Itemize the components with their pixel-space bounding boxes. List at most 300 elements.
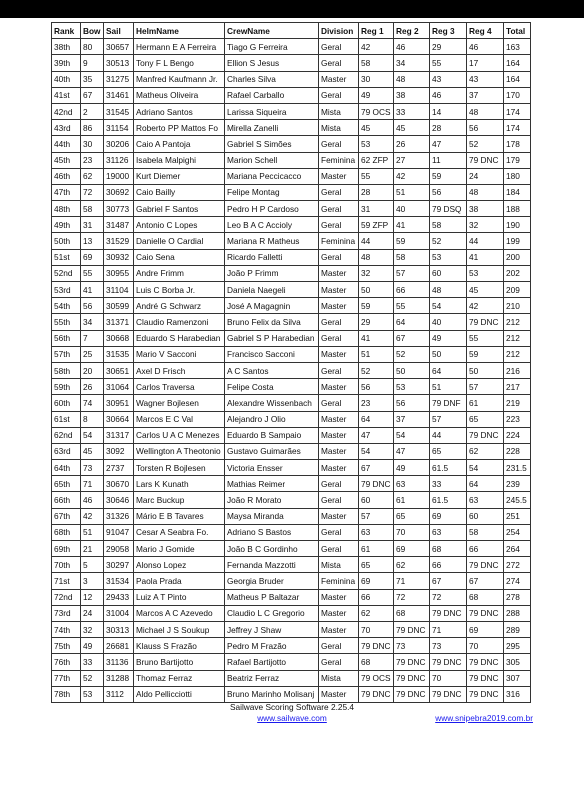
table-cell: 79 DNC [394,621,430,637]
table-cell: Geral [319,314,359,330]
table-cell: 56 [81,298,104,314]
table-cell: 31371 [104,314,134,330]
table-cell: Eduardo B Sampaio [225,427,319,443]
table-row [52,492,531,508]
table-cell: 46 [394,39,430,55]
table-cell: 30657 [104,39,134,55]
table-cell: 46 [430,87,467,103]
table-cell: 42 [394,168,430,184]
table-cell: 29433 [104,589,134,605]
table-cell: 59 [467,346,504,362]
table-cell: Geral [319,201,359,217]
table-cell: 41st [52,87,81,103]
table-row [52,168,531,184]
table-cell: Aldo Pellicciotti [134,686,225,702]
table-cell: 21 [81,541,104,557]
table-cell: 31545 [104,103,134,119]
table-cell: Mista [319,670,359,686]
table-cell: 34 [394,55,430,71]
table-cell: A C Santos [225,362,319,378]
table-cell: 30955 [104,265,134,281]
table-cell: 50 [359,282,394,298]
table-cell: 53rd [52,282,81,298]
table-cell: Master [319,379,359,395]
table-cell: 72 [430,589,467,605]
table-cell: 163 [504,39,531,55]
table-cell: Geral [319,87,359,103]
table-cell: 31136 [104,654,134,670]
table-cell: 23 [81,152,104,168]
table-cell: 79 DNC [394,686,430,702]
table-cell: Master [319,460,359,476]
table-row [52,103,531,119]
table-cell: Mariana R Matheus [225,233,319,249]
table-cell: Feminina [319,233,359,249]
table-row [52,460,531,476]
table-cell: 48 [430,282,467,298]
table-cell: Matheus Oliveira [134,87,225,103]
table-cell: Klauss S Frazão [134,638,225,654]
table-body [52,39,531,703]
table-cell: 30951 [104,395,134,411]
table-cell: 48 [359,249,394,265]
table-cell: 62 ZFP [359,152,394,168]
table-cell: Adriano Santos [134,103,225,119]
table-cell: Claudio L C Gregorio [225,605,319,621]
column-header: Reg 2 [394,23,430,39]
table-cell: Master [319,605,359,621]
table-cell: Feminina [319,152,359,168]
table-cell: 41 [467,249,504,265]
table-cell: 52 [359,362,394,378]
table-cell: 70 [430,670,467,686]
column-header: Reg 1 [359,23,394,39]
table-cell: 65 [394,508,430,524]
table-row [52,87,531,103]
event-website-link[interactable]: www.snipebra2019.com.br [435,713,533,723]
table-cell: Mario J Gomide [134,541,225,557]
table-row [52,233,531,249]
table-cell: 43 [430,71,467,87]
table-cell: 48th [52,201,81,217]
table-cell: Carlos Traversa [134,379,225,395]
table-cell: 40 [394,201,430,217]
table-cell: 45 [394,120,430,136]
table-cell: 179 [504,152,531,168]
table-cell: 31288 [104,670,134,686]
table-cell: Marcos A C Azevedo [134,605,225,621]
table-cell: Gabriel F Santos [134,201,225,217]
table-cell: 67 [430,573,467,589]
table-cell: 70th [52,557,81,573]
table-cell: Claudio Ramenzoni [134,314,225,330]
table-cell: Larissa Siqueira [225,103,319,119]
table-cell: 60 [467,508,504,524]
table-row [52,524,531,540]
table-cell: 79 DSQ [430,201,467,217]
table-cell: Daniela Naegeli [225,282,319,298]
table-cell: 53 [394,379,430,395]
table-cell: Manfred Kaufmann Jr. [134,71,225,87]
table-cell: 79 DNC [430,686,467,702]
table-cell: Andre Frimm [134,265,225,281]
table-cell: Mirella Zanelli [225,120,319,136]
table-cell: José A Magagnin [225,298,319,314]
table-cell: 200 [504,249,531,265]
table-row [52,654,531,670]
table-row [52,265,531,281]
table-cell: Mista [319,120,359,136]
table-cell: 69th [52,541,81,557]
table-cell: 67 [467,573,504,589]
table-cell: Mista [319,103,359,119]
table-cell: 38 [394,87,430,103]
table-cell: 2737 [104,460,134,476]
table-cell: 59 [359,298,394,314]
table-cell: Wellington A Theotonio [134,443,225,459]
table-cell: 31 [81,217,104,233]
table-cell: 49 [81,638,104,654]
table-cell: 68 [394,605,430,621]
table-cell: 55th [52,314,81,330]
table-cell: 30599 [104,298,134,314]
table-cell: 72nd [52,589,81,605]
table-cell: Geral [319,395,359,411]
table-cell: Gustavo Guimarães [225,443,319,459]
table-cell: 46 [81,492,104,508]
table-cell: 79 DNC [430,605,467,621]
table-cell: Geral [319,654,359,670]
table-cell: Ellion S Jesus [225,55,319,71]
table-cell: 57th [52,346,81,362]
table-cell: 210 [504,298,531,314]
table-cell: 184 [504,184,531,200]
table-cell: Caio Bailly [134,184,225,200]
table-cell: 180 [504,168,531,184]
table-cell: Luis C Borba Jr. [134,282,225,298]
table-cell: 30692 [104,184,134,200]
table-cell: 69 [359,573,394,589]
table-cell: Adriano S Bastos [225,524,319,540]
table-cell: João R Morato [225,492,319,508]
table-cell: 54 [430,298,467,314]
table-cell: 35 [81,71,104,87]
table-cell: Master [319,298,359,314]
table-cell: Master [319,589,359,605]
table-cell: 74 [81,395,104,411]
table-cell: Axel D Frisch [134,362,225,378]
table-cell: 69 [467,621,504,637]
table-cell: Pedro H P Cardoso [225,201,319,217]
table-cell: 17 [467,55,504,71]
column-header: Rank [52,23,81,39]
table-cell: 30313 [104,621,134,637]
table-cell: 79 DNC [430,654,467,670]
table-cell: 55 [81,265,104,281]
table-cell: 2 [81,103,104,119]
table-cell: 47th [52,184,81,200]
table-cell: Fernanda Mazzotti [225,557,319,573]
table-cell: 67 [359,460,394,476]
table-cell: 219 [504,395,531,411]
table-cell: Bruno Felix da Silva [225,314,319,330]
table-cell: 51st [52,249,81,265]
table-cell: 79 DNC [359,638,394,654]
table-cell: 67 [81,87,104,103]
table-cell: 79 DNC [467,314,504,330]
table-cell: Geral [319,541,359,557]
table-cell: 59 [394,233,430,249]
table-row [52,330,531,346]
table-cell: 79 DNC [467,427,504,443]
table-cell: Kurt Diemer [134,168,225,184]
table-cell: 30 [359,71,394,87]
table-cell: 63 [467,492,504,508]
table-cell: 59th [52,379,81,395]
table-cell: 79 DNC [467,557,504,573]
table-cell: Michael J S Soukup [134,621,225,637]
table-cell: 65 [359,557,394,573]
table-row [52,362,531,378]
table-cell: 79 OCS [359,670,394,686]
table-cell: 45 [359,120,394,136]
table-cell: 41 [81,282,104,298]
table-cell: Geral [319,362,359,378]
table-row [52,476,531,492]
table-cell: 32 [467,217,504,233]
table-cell: 46 [467,39,504,55]
table-cell: 42 [81,508,104,524]
table-cell: 58 [81,201,104,217]
table-cell: 46th [52,168,81,184]
table-cell: 51 [430,379,467,395]
table-cell: 54 [394,427,430,443]
table-cell: 40 [430,314,467,330]
table-cell: 25 [81,346,104,362]
table-cell: 54 [81,427,104,443]
table-cell: 66 [430,557,467,573]
table-cell: Tony F L Bengo [134,55,225,71]
table-cell: 59 [430,168,467,184]
table-cell: 65 [430,443,467,459]
column-header: HelmName [134,23,225,39]
table-cell: 228 [504,443,531,459]
table-cell: Victoria Ensser [225,460,319,476]
table-cell: Cesar A Seabra Fo. [134,524,225,540]
table-cell: 64 [359,411,394,427]
table-cell: 55 [394,298,430,314]
table-cell: 164 [504,71,531,87]
table-cell: 52 [394,346,430,362]
table-cell: Master [319,621,359,637]
table-cell: 202 [504,265,531,281]
table-cell: 8 [81,411,104,427]
table-cell: 61 [394,492,430,508]
table-cell: 33 [394,103,430,119]
table-cell: 31004 [104,605,134,621]
table-cell: 57 [467,379,504,395]
table-cell: Lars K Kunath [134,476,225,492]
table-cell: Marion Schell [225,152,319,168]
table-cell: 34 [81,314,104,330]
table-cell: 76th [52,654,81,670]
table-cell: Geral [319,136,359,152]
table-cell: Danielle O Cardial [134,233,225,249]
table-cell: 68 [430,541,467,557]
table-row [52,411,531,427]
table-cell: 58th [52,362,81,378]
table-cell: 30646 [104,492,134,508]
table-cell: 61.5 [430,492,467,508]
table-row [52,39,531,55]
table-row [52,136,531,152]
table-cell: 56th [52,330,81,346]
table-cell: 60 [359,492,394,508]
table-cell: 56 [467,120,504,136]
table-cell: 43rd [52,120,81,136]
table-cell: 43 [467,71,504,87]
column-header: Total [504,23,531,39]
table-cell: 79 DNC [467,152,504,168]
table-cell: Gabriel S P Harabedian [225,330,319,346]
table-row [52,184,531,200]
table-cell: 56 [394,395,430,411]
table-cell: 71 [81,476,104,492]
table-cell: 28 [430,120,467,136]
table-cell: 73 [81,460,104,476]
table-cell: 69 [430,508,467,524]
table-cell: 3092 [104,443,134,459]
table-cell: 57 [394,265,430,281]
table-cell: 178 [504,136,531,152]
table-cell: 278 [504,589,531,605]
table-row [52,508,531,524]
table-cell: 72 [394,589,430,605]
table-cell: João P Frimm [225,265,319,281]
table-cell: 57 [430,411,467,427]
table-cell: 58 [467,524,504,540]
table-cell: Geral [319,39,359,55]
table-cell: 31154 [104,120,134,136]
table-cell: 31126 [104,152,134,168]
table-cell: Georgia Bruder [225,573,319,589]
table-cell: Geral [319,55,359,71]
table-cell: Gabriel S Simões [225,136,319,152]
table-cell: 79 DNC [359,686,394,702]
table-row [52,621,531,637]
table-cell: 56 [430,184,467,200]
table-cell: 31064 [104,379,134,395]
sailwave-link[interactable]: www.sailwave.com [257,713,327,723]
column-header: Division [319,23,359,39]
table-cell: 64 [467,476,504,492]
table-cell: 3 [81,573,104,589]
table-cell: 50 [430,346,467,362]
table-cell: 63 [359,524,394,540]
table-cell: 44th [52,136,81,152]
table-cell: 264 [504,541,531,557]
table-cell: 19000 [104,168,134,184]
table-cell: 80 [81,39,104,55]
table-cell: 54 [467,460,504,476]
table-row [52,55,531,71]
table-cell: Roberto PP Mattos Fo [134,120,225,136]
table-cell: 51 [394,184,430,200]
table-row [52,282,531,298]
table-row [52,605,531,621]
table-cell: 56 [359,379,394,395]
table-cell: Jeffrey J Shaw [225,621,319,637]
table-row [52,298,531,314]
table-cell: Mathias Reimer [225,476,319,492]
table-cell: 31326 [104,508,134,524]
table-cell: 26 [394,136,430,152]
table-cell: 38 [467,201,504,217]
table-cell: 66 [467,541,504,557]
table-cell: 29058 [104,541,134,557]
table-cell: Master [319,508,359,524]
table-cell: 209 [504,282,531,298]
table-cell: 27 [394,152,430,168]
table-cell: 7 [81,330,104,346]
table-cell: 73 [430,638,467,654]
table-cell: 38th [52,39,81,55]
column-header: Sail [104,23,134,39]
table-cell: 52 [467,136,504,152]
table-row [52,541,531,557]
table-row [52,638,531,654]
table-cell: 79 DNC [467,686,504,702]
table-cell: Master [319,427,359,443]
table-cell: 54 [359,443,394,459]
table-cell: 66th [52,492,81,508]
column-header: Bow [81,23,104,39]
table-cell: 79 DNF [430,395,467,411]
table-cell: 49 [394,460,430,476]
table-cell: Alexandre Wissenbach [225,395,319,411]
table-cell: 53 [430,249,467,265]
column-header: Reg 4 [467,23,504,39]
table-cell: 75th [52,638,81,654]
table-cell: 68 [359,654,394,670]
table-cell: 49 [430,330,467,346]
table-cell: Eduardo S Harabedian [134,330,225,346]
table-cell: 69 [394,541,430,557]
table-row [52,249,531,265]
table-cell: Matheus P Baltazar [225,589,319,605]
table-cell: 58 [394,249,430,265]
table-cell: 74th [52,621,81,637]
table-cell: 30670 [104,476,134,492]
table-cell: 26681 [104,638,134,654]
table-cell: 79 DNC [359,476,394,492]
table-cell: 66 [394,282,430,298]
table-cell: Carlos U A C Menezes [134,427,225,443]
table-cell: 44 [359,233,394,249]
table-cell: 62 [81,168,104,184]
table-cell: 45 [467,282,504,298]
table-row [52,427,531,443]
table-cell: 49th [52,217,81,233]
table-cell: Geral [319,184,359,200]
table-cell: 71 [394,573,430,589]
table-cell: 31104 [104,282,134,298]
table-cell: 40th [52,71,81,87]
table-cell: 37 [394,411,430,427]
table-cell: 23 [359,395,394,411]
table-row [52,557,531,573]
table-cell: 251 [504,508,531,524]
